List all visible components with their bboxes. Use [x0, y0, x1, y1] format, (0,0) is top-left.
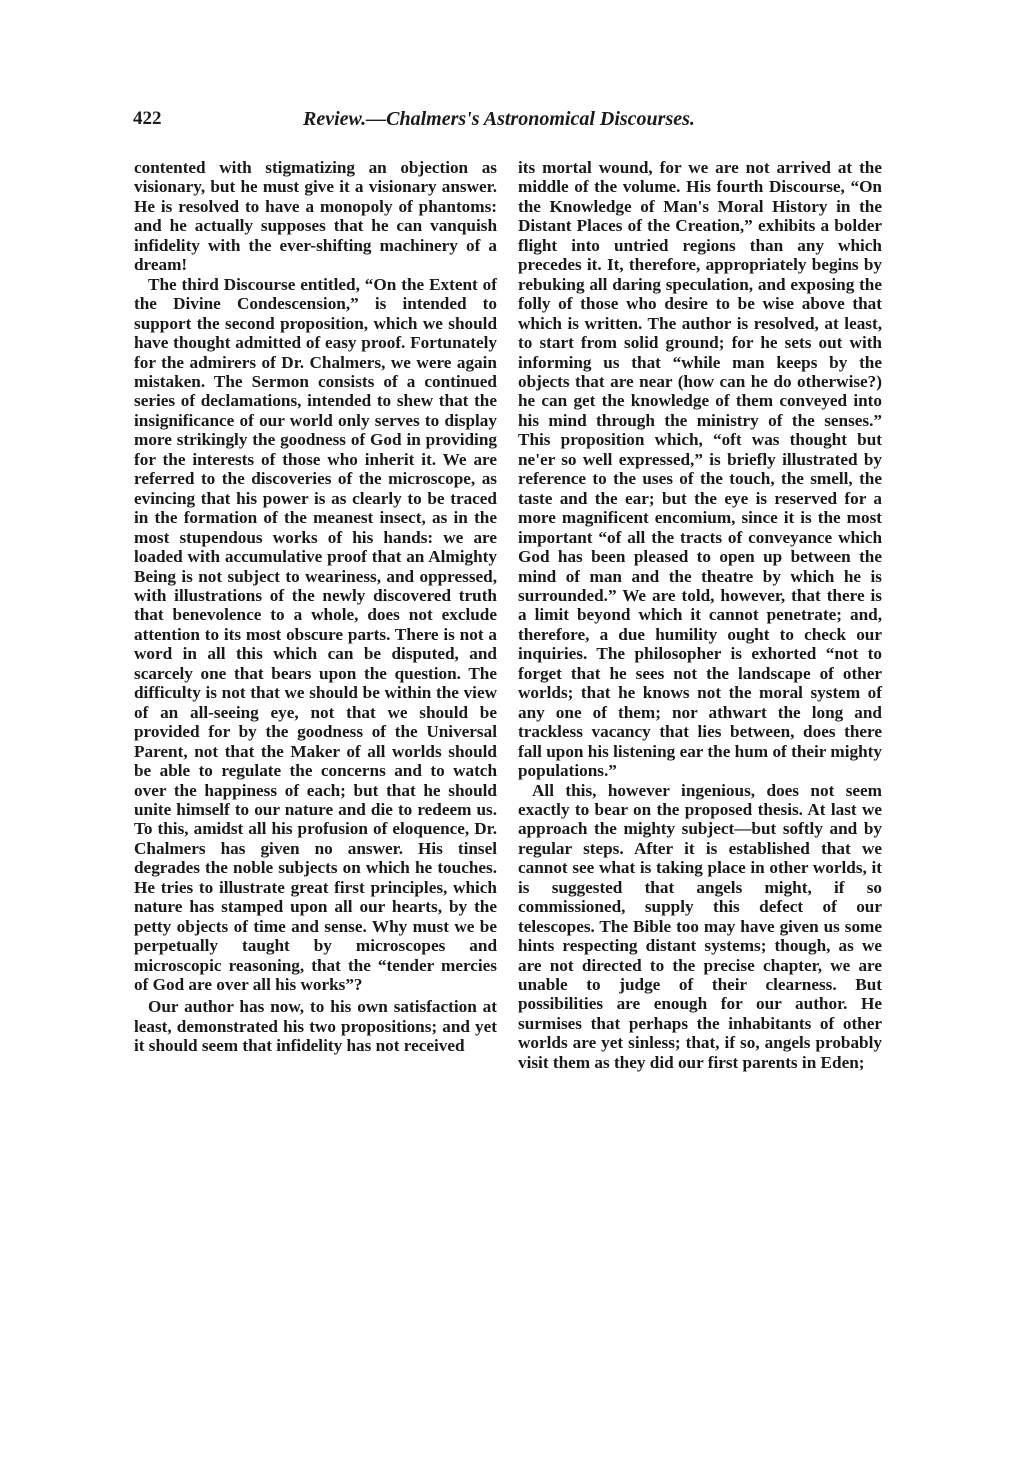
page-header — [133, 108, 883, 138]
paragraph: The third Discourse entitled, “On the Extent of the Divine Condescension,” is intended to support the second proposition, which we should have thought admitted of easy proof. Fortunately for the admirers of Dr. Chalmers, we were again mistaken. The Sermon consists of a continued series of declamations, intended to shew that the insignificance of our world only serves to display more strikingly the goodness of God in providing for the interests of those who inherit it. We are referred to the discoveries of the microscope, as evincing that his power is as clearly to be traced in the formation of the meanest insect, as in the most stupendous works of his hands: we are loaded with accumulative proof that an Almighty Being is not subject to weariness, and oppressed, with illustrations of the newly discovered truth that benevolence to a whole, does not exclude attention to its most obscure parts. There is not a word in all this which can be disputed, and scarcely one that bears upon the question. The difficulty is not that we should be within the view of an all-seeing eye, not that we should be provided for by the goodness of the Universal Parent, not that the Maker of all worlds should be able to regulate the concerns and to watch over the happiness of each; but that he should unite himself to our nature and die to redeem us. To this, amidst all his profusion of eloquence, Dr. Chalmers has given no answer. His tinsel degrades the noble subjects on which he touches. He tries to illustrate great first principles, which nature has stamped upon all our hearts, by the petty objects of time and sense. Why must we be perpetually taught by microscopes and microscopic reasoning, that the “tender mercies of God are over all his works”? — [134, 274, 497, 995]
paragraph: contented with stigmatizing an objection as visionary, but he must give it a visionary answer. He is resolved to have a monopoly of phantoms: and he actually supposes that he can vanquish infidelity with the ever-shifting machinery of a dream! — [134, 158, 497, 275]
page-number: 422 — [133, 108, 162, 129]
paragraph: its mortal wound, for we are not arrived at the middle of the volume. His fourth Discourse, “On the Knowledge of Man's Moral History in the Distant Places of the Creation,” exhibits a bolder flight into untried regions than any which precedes it. It, therefore, appropriately begins by rebuking all daring speculation, and exposing the folly of those who desire to be wise above that which is written. The author is resolved, at least, to start from solid ground; for he sets out with informing us that “while man keeps by the objects that are near (how can he do otherwise?) he can get the knowledge of them conveyed into his mind through the ministry of the senses.” This proposition which, “oft was thought but ne'er so well expressed,” is briefly illustrated by reference to the uses of the touch, the smell, the taste and the ear; but the eye is reserved for a more magnificent encomium, since it is the most important “of all the tracts of conveyance which God has been pleased to open up between the mind of man and the theatre by which he is surrounded.” We are told, however, that there is a limit beyond which it cannot penetrate; and, therefore, a due humility ought to check our inquiries. The philosopher is exhorted “not to forget that he sees not the landscape of other worlds; that he knows not the moral system of any one of them; nor athwart the long and trackless vacancy that lies between, does there fall upon his listening ear the hum of their mighty populations.” — [518, 158, 882, 781]
right-column — [518, 158, 882, 1072]
paragraph: All this, however ingenious, does not seem exactly to bear on the proposed thesis. At last we approach the mighty subject—but softly and by regular steps. After it is established that we cannot see what is taking place in other worlds, it is suggested that angels might, if so commissioned, supply this defect of our telescopes. The Bible too may have given us some hints respecting distant systems; though, as we are not directed to the precise chapter, we are unable to judge of their clearness. But possibilities are enough for our author. He surmises that perhaps the inhabitants of other worlds are yet sinless; that, if so, angels probably visit them as they did our first parents in Eden; — [518, 780, 882, 1072]
left-column — [134, 158, 497, 1056]
running-head: Review.—Chalmers's Astronomical Discourses. — [303, 108, 695, 130]
paragraph: Our author has now, to his own satisfaction at least, demonstrated his two propositions; and yet it should seem that infidelity has not received — [134, 997, 497, 1056]
